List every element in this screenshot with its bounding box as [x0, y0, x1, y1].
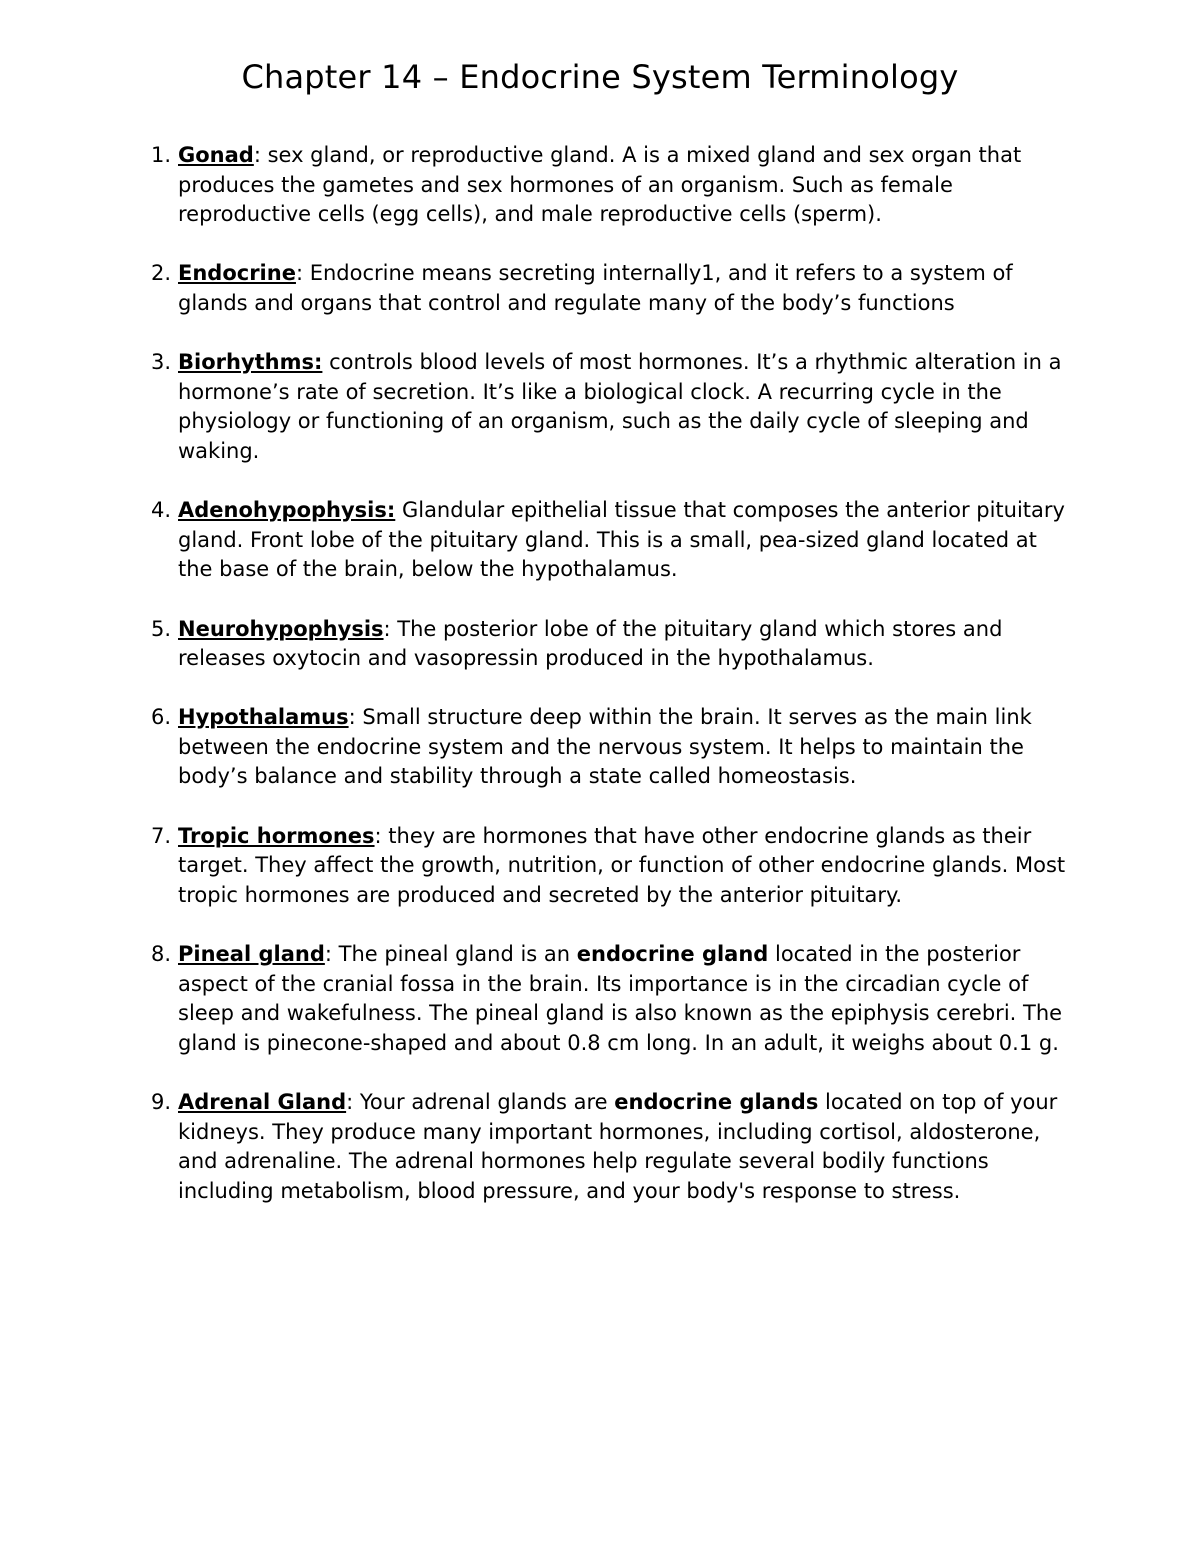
term-separator: : — [383, 616, 391, 641]
term-separator: : — [348, 705, 356, 730]
item-body — [178, 822, 1070, 911]
term-name: Endocrine — [178, 261, 296, 286]
term-separator: : — [346, 1090, 354, 1114]
term-definition-start: Your adrenal glands are — [353, 1090, 615, 1114]
term-separator: : — [374, 823, 382, 848]
term-name: Tropic hormones — [178, 823, 375, 848]
list-item-adenohypophysis — [135, 496, 1070, 585]
item-body — [178, 615, 1070, 674]
term-separator: : — [253, 143, 261, 167]
list-item-tropic-hormones — [135, 822, 1070, 911]
term-definition: Endocrine means secreting internally1, and it refers to a system of glands and organs that control and regulate many of the body’s functions — [178, 261, 1013, 315]
term-definition: sex gland, or reproductive gland. A is a mixed gland and sex organ that produces the gametes and sex hormones of an organism. Such as female reproductive cells (egg cells), and male reproductive cells (sperm). — [178, 143, 1022, 227]
term-separator: : — [295, 261, 304, 286]
list-item-pineal-gland — [135, 940, 1070, 1058]
term-definition-emphasis: endocrine glands — [614, 1090, 819, 1114]
term-definition: they are hormones that have other endocrine glands as their target. They affect the growth, nutrition, or function of other endocrine glands. Most tropic hormones are produced and secreted by the anterior pituitary. — [178, 823, 1066, 907]
terminology-list — [135, 141, 1070, 1236]
term-definition: Small structure deep within the brain. It serves as the main link between the endocrine system and the nervous system. It helps to maintain the body’s balance and stability through a state called homeostasis. — [178, 705, 1032, 789]
item-number: 9. — [150, 1090, 171, 1114]
term-name: Adrenal Gland — [178, 1090, 347, 1114]
term-name: Hypothalamus — [178, 705, 349, 730]
item-body — [178, 141, 1070, 230]
term-name: Pineal gland — [178, 942, 325, 967]
term-definition: Glandular epithelial tissue that composes the anterior pituitary gland. Front lobe of the pituitary gland. This is a small, pea-sized gland located at the base of the brain, below the hypothalamus. — [178, 498, 1065, 582]
item-number: 4. — [150, 498, 171, 523]
list-item-neurohypophysis — [135, 615, 1070, 674]
term-name: Adenohypophysis: — [178, 498, 396, 523]
term-definition-start: The pineal gland is an — [331, 942, 577, 967]
term-name: Biorhythms: — [178, 350, 323, 375]
term-definition-end: located in the posterior aspect of the cranial fossa in the brain. Its importance is in the circadian cycle of sleep and wakefulness. The pineal gland is also known as the epiphysis cerebri. The gland is pinecone-shaped and about 0.8 cm long. In an adult, it weighs about 0.1 g. — [178, 942, 1063, 1055]
item-number: 2. — [150, 261, 171, 286]
list-item-endocrine — [135, 259, 1070, 318]
item-number: 6. — [150, 705, 171, 730]
item-body — [178, 940, 1070, 1058]
item-body — [178, 259, 1070, 318]
item-number: 5. — [150, 616, 171, 641]
item-body — [178, 703, 1070, 792]
term-definition-emphasis: endocrine gland — [576, 942, 769, 967]
item-body — [178, 348, 1070, 466]
item-number: 3. — [150, 350, 171, 375]
item-body — [178, 1088, 1070, 1206]
item-number: 1. — [150, 143, 171, 167]
term-name: Neurohypophysis — [178, 616, 384, 641]
item-number: 8. — [150, 942, 171, 967]
term-name: Gonad — [178, 143, 254, 167]
term-definition: The posterior lobe of the pituitary gland which stores and releases oxytocin and vasopressin produced in the hypothalamus. — [178, 616, 1003, 671]
term-separator: : — [324, 942, 332, 967]
page-title: Chapter 14 – Endocrine System Terminology — [241, 58, 959, 96]
list-item-hypothalamus — [135, 703, 1070, 792]
item-body — [178, 496, 1070, 585]
term-definition: controls blood levels of most hormones. It’s a rhythmic alteration in a hormone’s rate of secretion. It’s like a biological clock. A recurring cycle in the physiology or functioning of an organism, such as the daily cycle of sleeping and waking. — [178, 350, 1062, 463]
list-item-adrenal-gland — [135, 1088, 1070, 1206]
list-item-biorhythms — [135, 348, 1070, 466]
list-item-gonad — [135, 141, 1070, 230]
term-definition-end: located on top of your kidneys. They produce many important hormones, including cortisol, aldosterone, and adrenaline. The adrenal hormones help regulate several bodily functions including metabolism, blood pressure, and your body's response to stress. — [178, 1090, 1058, 1203]
item-number: 7. — [150, 823, 171, 848]
